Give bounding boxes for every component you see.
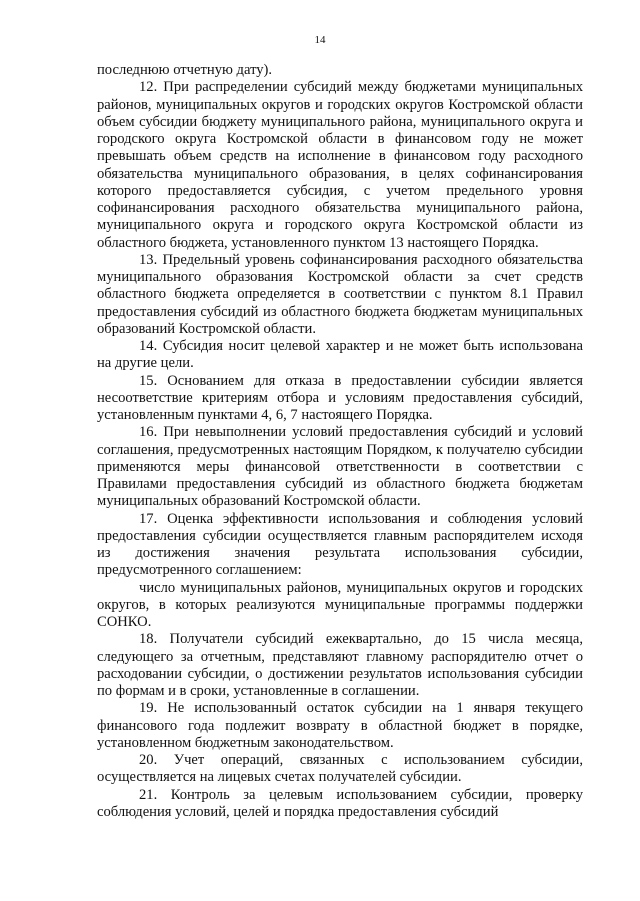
paragraph-16: 16. При невыполнении условий предоставления субсидий и условий соглашения, предусмотренных настоящим Порядком, к получателю субсидии применяются меры финансовой ответственности в соответствии с Правилами предоставления субсидий из областного бюджета бюджетам муниципальных образований Костромской области. [97, 424, 583, 510]
page-number: 14 [314, 34, 326, 46]
paragraph-19: 19. Не использованный остаток субсидии на 1 января текущего финансового года подлежит возврату в областной бюджет в порядке, установленном бюджетным законодательством. [97, 700, 583, 751]
paragraph-12: 12. При распределении субсидий между бюджетами муниципальных районов, муниципальных округов и городских округов Костромской области объем субсидии бюджету муниципального района, муниципального округа и городского округа Костромской области в финансовом году не может превышать объем средств на исполнение в финансовом году расходного обязательства муниципального образования, в целях софинансирования которого предоставляется субсидия, с учетом предельного уровня софинансирования расходного обязательства муниципального района, муниципального округа и городского округа Костромской области из областного бюджета, установленного пунктом 13 настоящего Порядка. [97, 79, 583, 251]
paragraph-15: 15. Основанием для отказа в предоставлении субсидии является несоответствие критериям отбора и условиям предоставления субсидий, установленным пунктами 4, 6, 7 настоящего Порядка. [97, 372, 583, 423]
paragraph-continuation: последнюю отчетную дату). [97, 62, 273, 78]
document-body [97, 62, 583, 821]
paragraph-18: 18. Получатели субсидий ежеквартально, до 15 числа месяца, следующего за отчетным, представляют главному распорядителю отчет о расходовании субсидии, о достижении результатов использования субсидии по формам и в сроки, установленные в соглашении. [97, 631, 583, 699]
paragraph-17: 17. Оценка эффективности использования и соблюдения условий предоставления субсидии осуществляется главным распорядителем исходя из достижения значения результата использования субсидии, предусмотренного соглашением: [97, 510, 583, 579]
paragraph-14: 14. Субсидия носит целевой характер и не может быть использована на другие цели. [97, 338, 583, 372]
paragraph-17-indicator: число муниципальных районов, муниципальных округов и городских округов, в которых реализуются муниципальные программы поддержки СОНКО. [97, 579, 583, 630]
paragraph-20: 20. Учет операций, связанных с использованием субсидии, осуществляется на лицевых счетах получателей субсидии. [97, 752, 583, 786]
paragraph-13: 13. Предельный уровень софинансирования расходного обязательства муниципального образования Костромской области за счет средств областного бюджета определяется в соответствии с пунктом 8.1 Правил предоставления субсидий из областного бюджета бюджетам муниципальных образований Костромской области. [97, 251, 583, 337]
paragraph-21: 21. Контроль за целевым использованием субсидии, проверку соблюдения условий, целей и порядка предоставления субсидий [97, 786, 583, 820]
